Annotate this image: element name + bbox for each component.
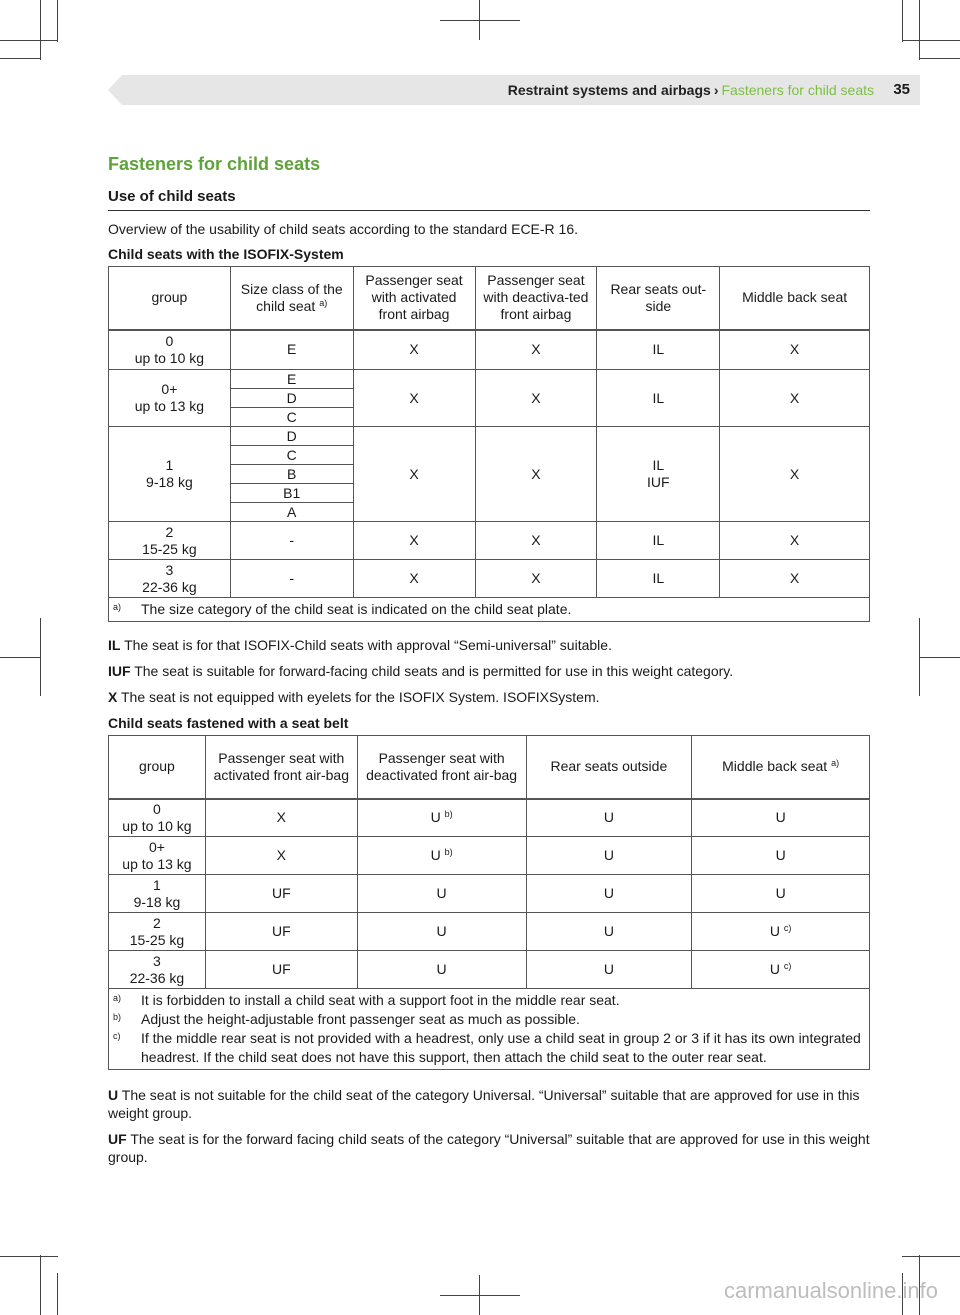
group-weight: 9-18 kg xyxy=(133,893,181,910)
legend-term: X xyxy=(108,689,118,705)
legend-item xyxy=(108,636,870,654)
group-weight: 15-25 kg xyxy=(142,540,197,557)
cell-value: U xyxy=(769,961,780,977)
col-header-middle-back: Middle back seat xyxy=(720,267,870,330)
rear-outside-cell xyxy=(597,427,720,522)
deactivated-airbag-cell xyxy=(357,875,526,913)
activated-airbag-cell: X xyxy=(353,370,475,427)
footnote-mark: c) xyxy=(113,1031,121,1041)
middle-back-cell xyxy=(692,799,870,837)
deactivated-airbag-cell: X xyxy=(475,560,597,598)
group-weight: 15-25 kg xyxy=(129,931,185,948)
group-weight: up to 10 kg xyxy=(122,817,192,834)
footnote-mark: a) xyxy=(113,602,122,612)
rear-outside-cell: U xyxy=(526,951,692,989)
col-header-rear-outside: Rear seats outside xyxy=(526,736,692,799)
activated-airbag-cell: UF xyxy=(205,913,357,951)
group-weight: up to 13 kg xyxy=(134,398,205,414)
col-header-size-class-label: Size class of the child seat xyxy=(240,280,343,314)
activated-airbag-cell: X xyxy=(205,837,357,875)
legend-item xyxy=(108,688,870,706)
isofix-table xyxy=(108,266,870,622)
group-number: 2 xyxy=(153,914,161,931)
page-content xyxy=(108,152,870,1166)
deactivated-airbag-cell xyxy=(357,799,526,837)
watermark: carmanualsonline.info xyxy=(723,1278,938,1303)
group-cell xyxy=(109,370,231,427)
group-weight: up to 10 kg xyxy=(134,349,205,366)
rear-outside-cell: U xyxy=(526,837,692,875)
size-class-cell: D xyxy=(230,427,353,446)
col-header-activated-airbag: Passenger seat with activated front air-bag xyxy=(205,736,357,799)
group-cell xyxy=(109,560,231,598)
footnote xyxy=(113,991,865,1010)
col-header-group: group xyxy=(109,267,231,330)
cell-value: U xyxy=(775,809,786,826)
group-weight: 9-18 kg xyxy=(146,474,193,490)
footnote-ref: a) xyxy=(831,758,840,769)
deactivated-airbag-cell: X xyxy=(475,522,597,560)
legend-text: The seat is not equipped with eyelets for the ISOFIX System. ISOFIXSystem. xyxy=(120,689,600,705)
cell-value: U xyxy=(430,809,441,826)
middle-back-cell xyxy=(692,951,870,989)
footnote xyxy=(113,1010,865,1029)
legend-term: IL xyxy=(108,637,121,653)
group-weight: 22-36 kg xyxy=(142,578,197,595)
legend-term: U xyxy=(108,1087,119,1103)
deactivated-airbag-cell xyxy=(357,951,526,989)
group-cell xyxy=(109,427,231,522)
breadcrumb xyxy=(508,80,874,100)
rear-outside-cell: IL xyxy=(597,370,720,427)
footnote-ref: b) xyxy=(444,847,453,857)
group-number: 0+ xyxy=(148,838,165,855)
col-header-size-class xyxy=(230,267,353,330)
col-header-deactivated-airbag: Passenger seat with deactivated front air-bag xyxy=(357,736,526,799)
middle-back-cell xyxy=(692,837,870,875)
group-number: 0 xyxy=(153,800,161,817)
deactivated-airbag-cell xyxy=(357,837,526,875)
size-class-cell: - xyxy=(230,560,353,598)
rear-outside-cell: IL xyxy=(597,560,720,598)
cell-value: U xyxy=(436,923,447,939)
footnote-text: It is forbidden to install a child seat with a support foot in the middle rear seat. xyxy=(141,992,620,1008)
group-number: 3 xyxy=(153,952,161,969)
size-class-cell: A xyxy=(230,503,353,522)
legend-text: The seat is suitable for forward-facing child seats and is permitted for use in this weight category. xyxy=(134,663,734,679)
group-number: 3 xyxy=(165,561,174,578)
footnote-mark: a) xyxy=(113,993,122,1003)
legend-item xyxy=(108,1130,870,1166)
activated-airbag-cell: UF xyxy=(205,951,357,989)
size-class-cell: E xyxy=(230,330,353,370)
col-header-deactivated-airbag: Passenger seat with deactiva-ted front airbag xyxy=(475,267,597,330)
group-cell xyxy=(109,837,206,875)
group-number: 1 xyxy=(165,457,174,473)
cell-value: U xyxy=(436,961,447,977)
group-weight: 22-36 kg xyxy=(129,969,185,986)
group-cell xyxy=(109,330,231,370)
middle-back-cell xyxy=(692,913,870,951)
rear-value-2: IUF xyxy=(647,474,670,490)
cell-value: U xyxy=(769,923,780,939)
seatbelt-table xyxy=(108,735,870,1070)
footnote-cell xyxy=(109,989,870,1070)
size-class-cell: B1 xyxy=(230,484,353,503)
footnote xyxy=(113,1029,865,1067)
footnote-ref: c) xyxy=(783,923,792,933)
activated-airbag-cell: X xyxy=(205,799,357,837)
cell-value: U xyxy=(775,847,786,863)
footnote-ref: c) xyxy=(783,961,792,971)
size-class-cell: - xyxy=(230,522,353,560)
breadcrumb-section[interactable]: Restraint systems and airbags xyxy=(507,82,711,98)
legend-text: The seat is for the forward facing child seats of the category “Universal” suitable that are approved for use in this weight group. xyxy=(108,1131,870,1165)
activated-airbag-cell: X xyxy=(353,427,475,522)
footnote xyxy=(113,600,865,619)
group-number: 1 xyxy=(153,876,161,893)
middle-back-cell: X xyxy=(720,522,870,560)
table-row xyxy=(109,799,870,837)
table-row xyxy=(109,913,870,951)
page-number: 35 xyxy=(893,81,910,98)
intro-text: Overview of the usability of child seats according to the standard ECE-R 16. xyxy=(108,221,579,237)
table-row xyxy=(109,370,870,389)
seatbelt-table-caption: Child seats fastened with a seat belt xyxy=(108,715,349,731)
rear-value: IL xyxy=(652,457,665,473)
footnote-mark: b) xyxy=(113,1012,122,1022)
section-subtitle: Use of child seats xyxy=(108,186,870,211)
deactivated-airbag-cell xyxy=(357,913,526,951)
group-cell xyxy=(109,799,206,837)
activated-airbag-cell: UF xyxy=(205,875,357,913)
table-row xyxy=(109,951,870,989)
rear-outside-cell: U xyxy=(526,875,692,913)
middle-back-cell: X xyxy=(720,427,870,522)
middle-back-cell: X xyxy=(720,370,870,427)
cell-value: U xyxy=(436,885,447,901)
legend-item xyxy=(108,1086,870,1122)
page-title: Fasteners for child seats xyxy=(108,154,321,174)
footnote-row xyxy=(109,989,870,1070)
isofix-table-caption: Child seats with the ISOFIX-System xyxy=(108,246,344,262)
middle-back-cell: X xyxy=(720,560,870,598)
deactivated-airbag-cell: X xyxy=(475,427,597,522)
size-class-cell: E xyxy=(230,370,353,389)
footnote-ref: b) xyxy=(444,809,453,820)
table-row xyxy=(109,330,870,370)
activated-airbag-cell: X xyxy=(353,330,475,370)
deactivated-airbag-cell: X xyxy=(475,370,597,427)
col-header-activated-airbag: Passenger seat with activated front airbag xyxy=(353,267,475,330)
size-class-cell: C xyxy=(230,446,353,465)
footnote-text: If the middle rear seat is not provided with a headrest, only use a child seat in group 2 or 3 if it has its own integrated headrest. If the child seat does not have this support, then attach the child seat to the outer rear seat. xyxy=(141,1030,861,1065)
legend-item xyxy=(108,662,870,680)
rear-outside-cell: IL xyxy=(597,522,720,560)
group-cell xyxy=(109,875,206,913)
rear-outside-cell: U xyxy=(526,913,692,951)
col-header-middle-back xyxy=(692,736,870,799)
footnote-text: The size category of the child seat is indicated on the child seat plate. xyxy=(141,601,572,617)
footnote-ref: a) xyxy=(319,297,328,308)
table-row xyxy=(109,837,870,875)
col-header-group: group xyxy=(109,736,206,799)
middle-back-cell: X xyxy=(720,330,870,370)
table-row xyxy=(109,875,870,913)
footnote-text: Adjust the height-adjustable front passenger seat as much as possible. xyxy=(141,1011,580,1027)
rear-outside-cell: U xyxy=(526,799,692,837)
group-number: 2 xyxy=(165,523,174,540)
size-class-cell: C xyxy=(230,408,353,427)
table-row xyxy=(109,522,870,560)
deactivated-airbag-cell: X xyxy=(475,330,597,370)
col-header-rear-outside: Rear seats out-side xyxy=(597,267,720,330)
size-class-cell: B xyxy=(230,465,353,484)
size-class-cell: D xyxy=(230,389,353,408)
breadcrumb-separator: › xyxy=(713,82,719,98)
footnote-row xyxy=(109,598,870,622)
group-cell xyxy=(109,522,231,560)
group-cell xyxy=(109,951,206,989)
legend-term: UF xyxy=(108,1131,127,1147)
legend-text: The seat is for that ISOFIX-Child seats with approval “Semi-universal” suitable. xyxy=(124,637,612,653)
cell-value: U xyxy=(430,847,441,863)
cell-value: U xyxy=(775,885,786,901)
col-header-middle-back-label: Middle back seat xyxy=(722,758,828,775)
group-number: 0+ xyxy=(161,381,178,397)
group-cell xyxy=(109,913,206,951)
table-row xyxy=(109,560,870,598)
activated-airbag-cell: X xyxy=(353,522,475,560)
table-row xyxy=(109,427,870,446)
breadcrumb-current[interactable]: Fasteners for child seats xyxy=(721,82,874,98)
group-number: 0 xyxy=(165,332,174,349)
group-weight: up to 13 kg xyxy=(122,855,192,872)
footnote-cell xyxy=(109,598,870,622)
activated-airbag-cell: X xyxy=(353,560,475,598)
legend-text: The seat is not suitable for the child seat of the category Universal. “Universal” suitable that are approved for use in this weight group. xyxy=(108,1087,860,1121)
rear-outside-cell: IL xyxy=(597,330,720,370)
legend-term: IUF xyxy=(108,663,131,679)
middle-back-cell xyxy=(692,875,870,913)
